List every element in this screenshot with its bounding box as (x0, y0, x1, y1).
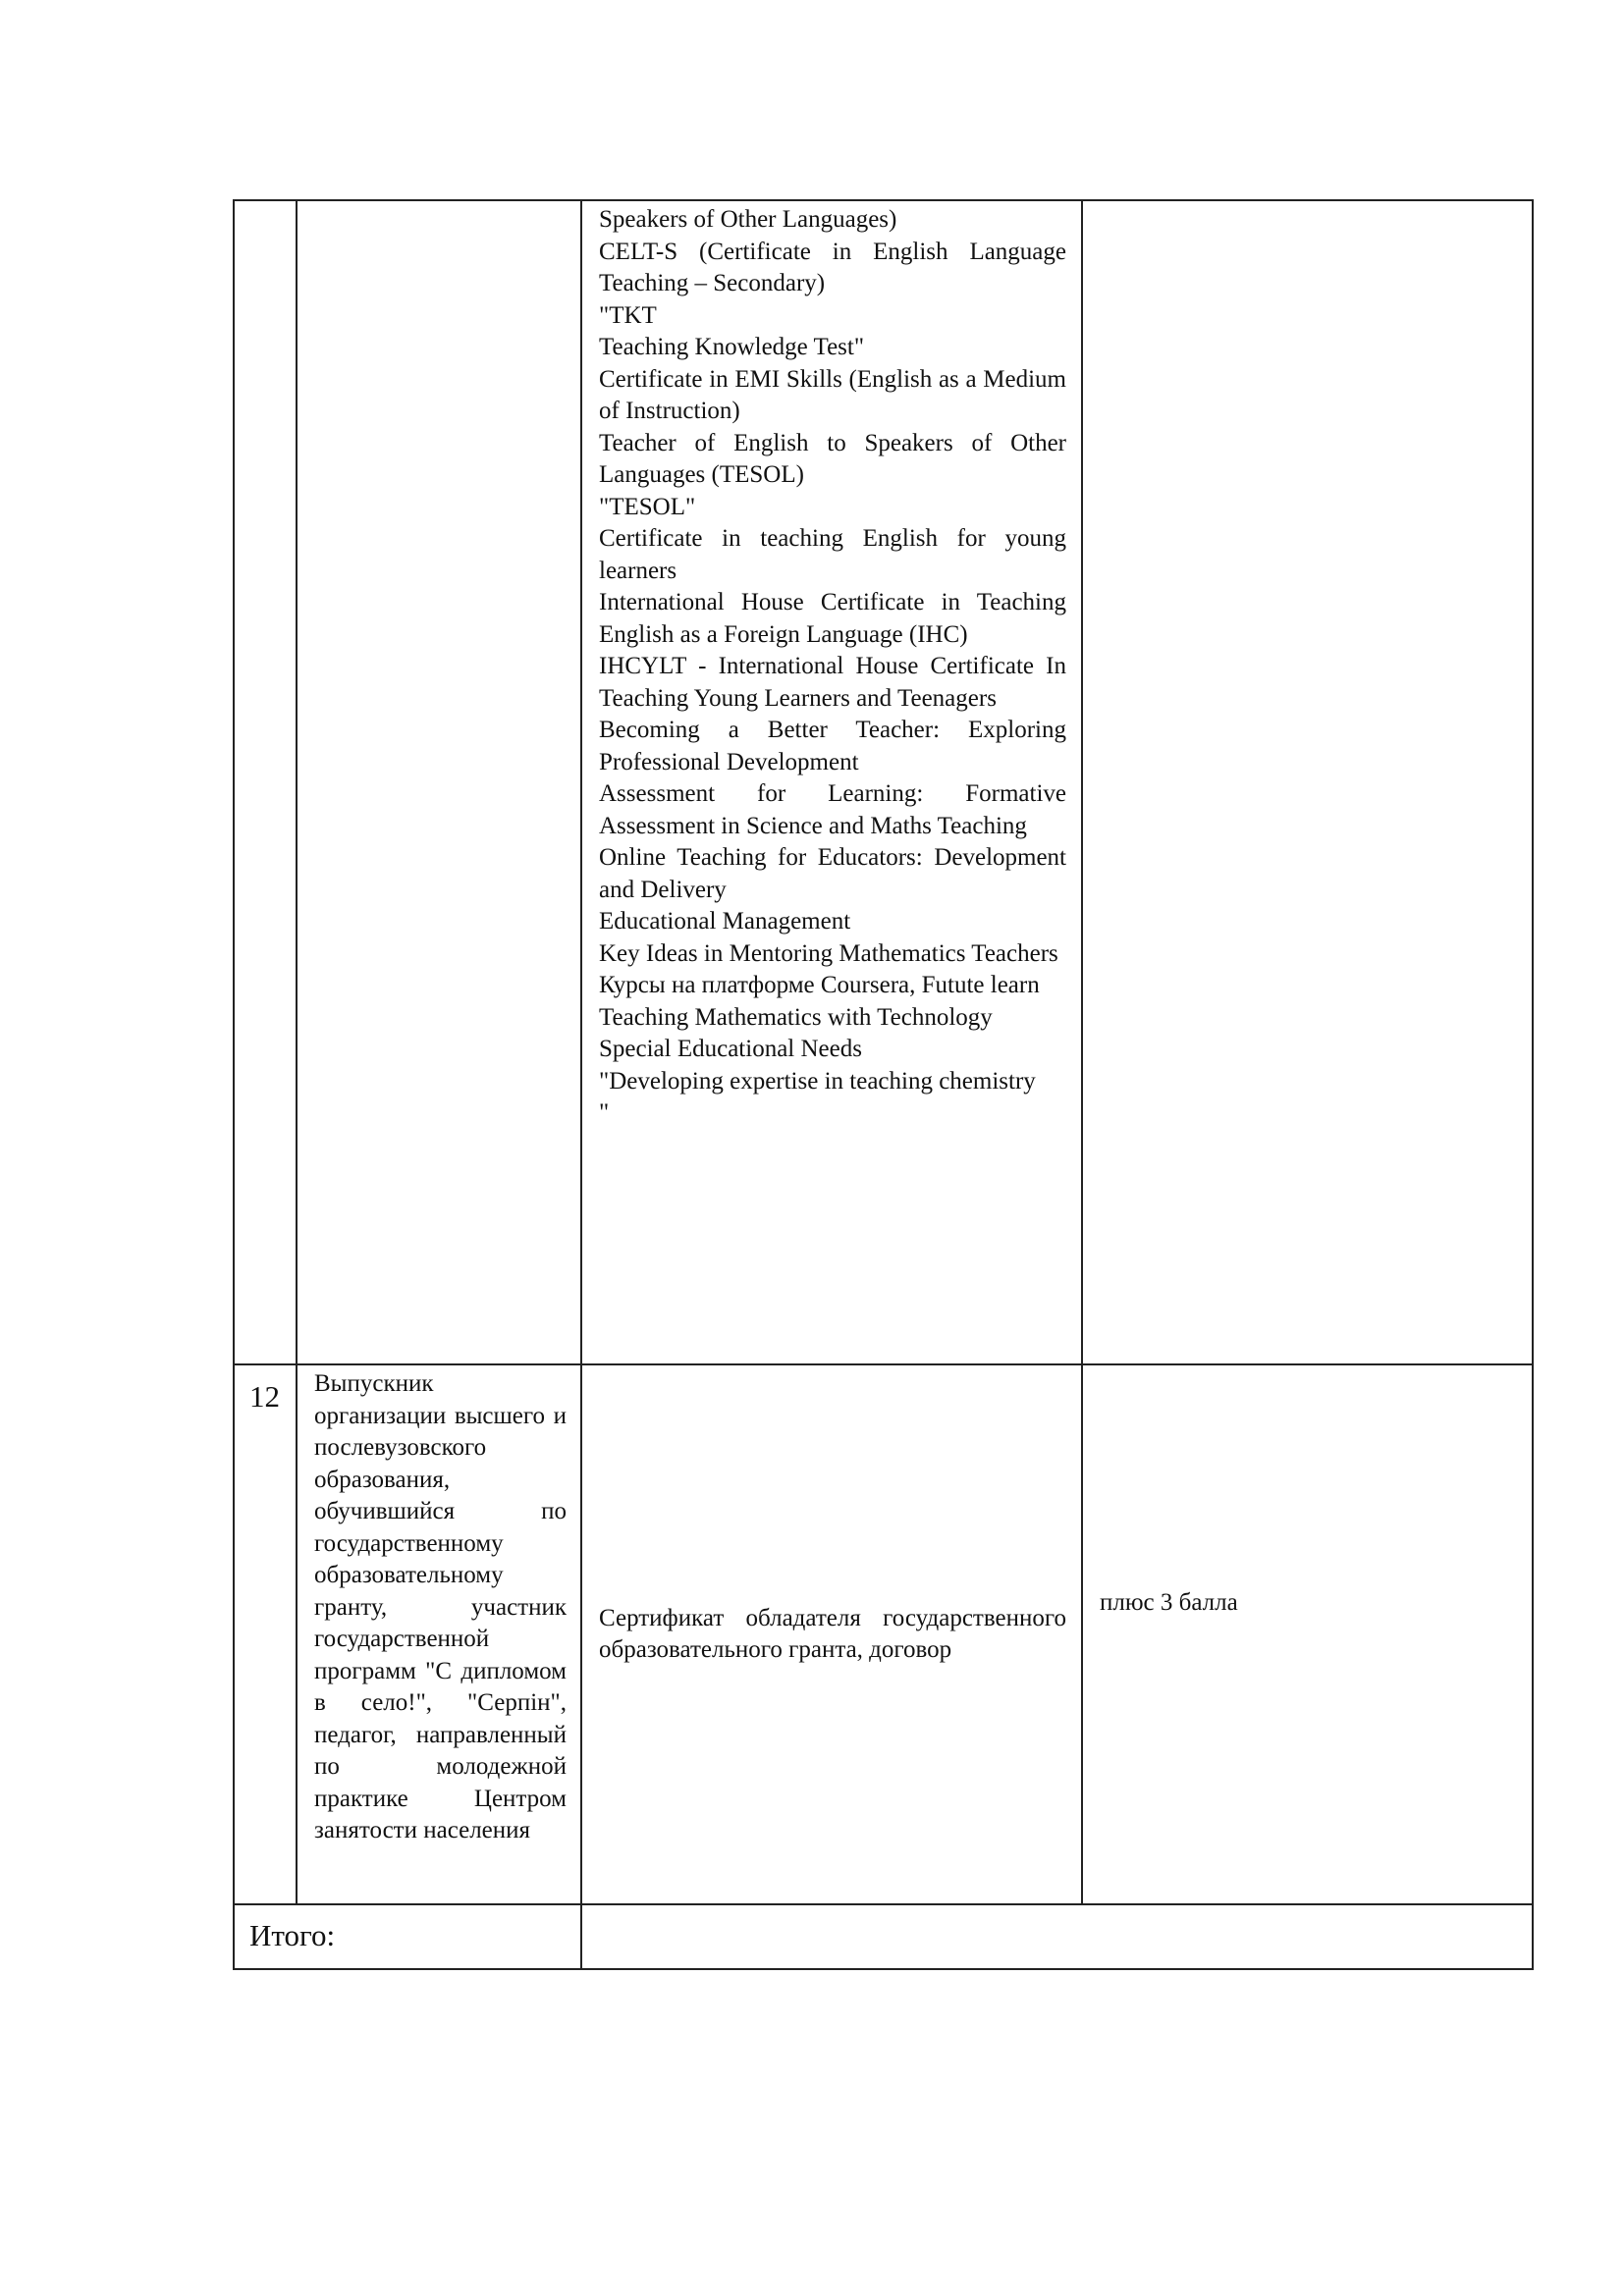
list-item: "TKT (599, 301, 657, 329)
certificates-list (582, 201, 1081, 1133)
list-item: Becoming a Better Teacher: Exploring Professional Development (599, 717, 1066, 775)
total-label: Итого: (249, 1918, 336, 1952)
score-cell (1082, 1364, 1533, 1904)
table-row-12 (234, 1364, 1533, 1904)
list-item: International House Certificate in Teaching English as a Foreign Language (IHC) (599, 589, 1066, 648)
list-item: "TESOL" (599, 493, 696, 520)
list-item: Online Teaching for Educators: Development and Delivery (599, 844, 1066, 903)
list-item: Курсы на платформе Coursera, Futute learn (599, 972, 1040, 998)
criterion-cell (297, 200, 581, 1364)
list-item: Teaching Knowledge Test" (599, 334, 865, 360)
list-item: Speakers of Other Languages) (599, 206, 897, 233)
list-item: Teacher of English to Speakers of Other Languages (TESOL) (599, 429, 1066, 488)
document-cell (581, 1364, 1082, 1904)
number-cell (234, 1364, 297, 1904)
list-item: Assessment for Learning: Formative Assessment in Science and Maths Teaching (599, 780, 1066, 839)
list-item: " (599, 1099, 610, 1126)
criteria-table (233, 199, 1534, 1970)
list-item: Key Ideas in Mentoring Mathematics Teachers (599, 939, 1058, 967)
table-row-total (234, 1904, 1533, 1969)
total-label-cell (234, 1904, 581, 1969)
criterion-cell (297, 1364, 581, 1904)
score-text: плюс 3 балла (1100, 1588, 1238, 1616)
list-item: IHCYLT - International House Certificate In Teaching Young Learners and Teenagers (599, 653, 1066, 712)
list-item: Teaching Mathematics with Technology (599, 1003, 993, 1031)
document-cell (581, 200, 1082, 1364)
list-item: "Developing expertise in teaching chemistry (599, 1067, 1036, 1095)
criterion-text: Выпускник организации высшего и послевузовского образования, обучившийся по государственному образовательному гранту, участник государственной программ "С дипломом в село!", "Серпін", педагог, направленный по молодежной практике Центром занятости населения (314, 1370, 567, 1843)
list-item: Special Educational Needs (599, 1036, 862, 1062)
list-item: Educational Management (599, 908, 851, 934)
list-item: Certificate in EMI Skills (English as a Medium of Instruction) (599, 365, 1066, 424)
score-cell (1082, 200, 1533, 1364)
list-item: Certificate in teaching English for young learners (599, 525, 1066, 584)
row-number: 12 (249, 1379, 280, 1414)
document-text: Сертификат обладателя государственного образовательного гранта, договор (599, 1604, 1066, 1663)
number-cell (234, 200, 297, 1364)
total-value-cell (581, 1904, 1533, 1969)
table-row-continuation (234, 200, 1533, 1364)
list-item: CELT-S (Certificate in English Language Teaching – Secondary) (599, 238, 1066, 296)
